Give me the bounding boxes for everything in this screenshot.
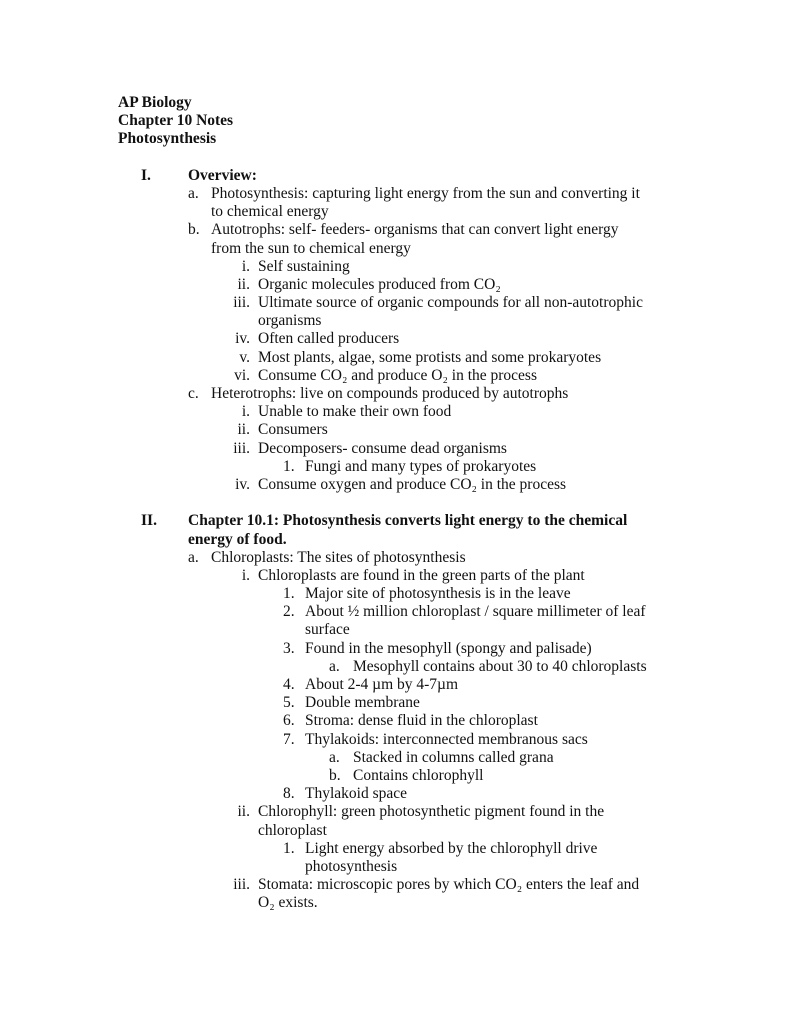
list-marker: i. — [241, 566, 250, 584]
list-marker: a. — [329, 748, 340, 766]
outline-item — [0, 712, 791, 730]
line-text: Fungi and many types of prokaryotes — [305, 457, 537, 475]
line-text: Organic molecules produced from CO₂ — [258, 275, 501, 293]
list-marker: a. — [188, 548, 199, 566]
line-text: organisms — [258, 312, 322, 330]
line-text: Consume CO₂ and produce O₂ in the process — [258, 366, 537, 384]
list-marker: iv. — [235, 330, 250, 348]
list-marker: I. — [141, 166, 151, 184]
outline-item — [0, 421, 791, 439]
outline-item — [0, 203, 791, 221]
outline-item — [0, 549, 791, 567]
line-text: About ½ million chloroplast / square millimeter of leaf — [305, 603, 646, 621]
outline-item — [0, 367, 791, 385]
list-marker: a. — [329, 657, 340, 675]
outline-item — [0, 640, 791, 658]
outline-item — [0, 585, 791, 603]
list-marker: 6. — [283, 712, 295, 730]
line-text: Chlorophyll: green photosynthetic pigment found in the — [258, 803, 605, 821]
outline-item — [0, 349, 791, 367]
list-marker: iv. — [235, 475, 250, 493]
line-text: Thylakoids: interconnected membranous sacs — [305, 730, 588, 748]
line-text: Self sustaining — [258, 257, 350, 275]
document-title-line — [0, 130, 791, 148]
list-marker: 2. — [283, 603, 295, 621]
outline-item — [0, 785, 791, 803]
outline-item — [0, 403, 791, 421]
list-marker: i. — [241, 403, 250, 421]
line-text: Chapter 10 Notes — [118, 112, 234, 130]
document-page — [0, 94, 791, 912]
line-text: photosynthesis — [305, 857, 398, 875]
line-text: Stacked in columns called grana — [353, 748, 554, 766]
line-text: Often called producers — [258, 330, 400, 348]
outline-item — [0, 803, 791, 821]
line-text: Stroma: dense fluid in the chloroplast — [305, 712, 538, 730]
outline-item — [0, 258, 791, 276]
line-text: Chapter 10.1: Photosynthesis converts light energy to the chemical — [188, 512, 628, 530]
list-marker: 1. — [283, 457, 295, 475]
list-marker: 5. — [283, 694, 295, 712]
list-marker: 7. — [283, 730, 295, 748]
outline-item — [0, 312, 791, 330]
line-text: Consumers — [258, 421, 328, 439]
line-text: O₂ exists. — [258, 894, 318, 912]
line-text: from the sun to chemical energy — [211, 239, 411, 257]
line-text: Heterotrophs: live on compounds produced by autotrophs — [211, 385, 569, 402]
list-marker: 1. — [283, 585, 295, 603]
line-text: Chloroplasts are found in the green parts of the plant — [258, 566, 585, 584]
outline-item — [0, 385, 791, 403]
line-text: Major site of photosynthesis is in the leave — [305, 585, 571, 603]
list-marker: b. — [329, 766, 341, 784]
outline-item — [0, 458, 791, 476]
line-text: Contains chlorophyll — [353, 766, 484, 784]
list-marker: ii. — [237, 803, 250, 821]
line-text: Found in the mesophyll (spongy and palisade) — [305, 639, 592, 657]
list-marker: 3. — [283, 639, 295, 657]
line-text: Double membrane — [305, 694, 420, 712]
line-text: Photosynthesis: capturing light energy from the sun and converting it — [211, 184, 640, 202]
line-text: Autotrophs: self- feeders- organisms that can convert light energy — [211, 221, 619, 239]
outline-item — [0, 767, 791, 785]
blank-line — [0, 149, 791, 167]
line-text: Unable to make their own food — [258, 403, 452, 421]
list-marker: vi. — [234, 366, 250, 384]
line-text: Overview: — [188, 166, 257, 184]
outline-item — [0, 603, 791, 621]
line-text: Chloroplasts: The sites of photosynthesis — [211, 548, 466, 566]
line-text: to chemical energy — [211, 203, 329, 221]
list-marker: a. — [188, 184, 199, 202]
outline-item — [0, 240, 791, 258]
outline-item — [0, 330, 791, 348]
list-marker: II. — [141, 512, 157, 530]
line-text: chloroplast — [258, 821, 327, 839]
line-text: About 2-4 µm by 4-7µm — [305, 676, 459, 693]
outline-item — [0, 876, 791, 894]
outline-item — [0, 822, 791, 840]
list-marker: b. — [188, 221, 200, 239]
outline-item — [0, 894, 791, 912]
section-heading — [0, 531, 791, 549]
list-marker: v. — [239, 348, 250, 366]
outline-item — [0, 840, 791, 858]
line-text: Mesophyll contains about 30 to 40 chloroplasts — [353, 657, 647, 675]
list-marker: iii. — [233, 294, 250, 312]
outline-item — [0, 221, 791, 239]
outline-item — [0, 440, 791, 458]
outline-item — [0, 276, 791, 294]
document-title-line — [0, 112, 791, 130]
list-marker: 1. — [283, 839, 295, 857]
list-marker: iii. — [233, 439, 250, 457]
line-text: Decomposers- consume dead organisms — [258, 439, 507, 457]
outline-item — [0, 676, 791, 694]
outline-item — [0, 749, 791, 767]
outline-item — [0, 567, 791, 585]
line-text: Consume oxygen and produce CO₂ in the process — [258, 475, 567, 493]
section-heading — [0, 512, 791, 530]
line-text: Thylakoid space — [305, 785, 408, 803]
outline-item — [0, 731, 791, 749]
line-text: Stomata: microscopic pores by which CO₂ enters the leaf and — [258, 876, 640, 894]
list-marker: i. — [241, 257, 250, 275]
list-marker: ii. — [237, 275, 250, 293]
list-marker: ii. — [237, 421, 250, 439]
line-text: Light energy absorbed by the chlorophyll drive — [305, 839, 598, 857]
list-marker: c. — [188, 385, 199, 402]
line-text: Photosynthesis — [118, 130, 217, 148]
outline-item — [0, 858, 791, 876]
list-marker: 4. — [283, 676, 295, 693]
outline-item — [0, 658, 791, 676]
outline-item — [0, 621, 791, 639]
line-text: Ultimate source of organic compounds for all non-autotrophic — [258, 294, 643, 312]
list-marker: iii. — [233, 876, 250, 894]
line-text: Most plants, algae, some protists and some prokaryotes — [258, 348, 602, 366]
outline-item — [0, 185, 791, 203]
blank-line — [0, 494, 791, 512]
section-heading — [0, 167, 791, 185]
document-title-line — [0, 94, 791, 112]
outline-item — [0, 294, 791, 312]
outline-item — [0, 694, 791, 712]
line-text: energy of food. — [188, 530, 287, 548]
line-text: AP Biology — [118, 94, 192, 111]
list-marker: 8. — [283, 785, 295, 803]
outline-item — [0, 476, 791, 494]
line-text: surface — [305, 621, 350, 639]
